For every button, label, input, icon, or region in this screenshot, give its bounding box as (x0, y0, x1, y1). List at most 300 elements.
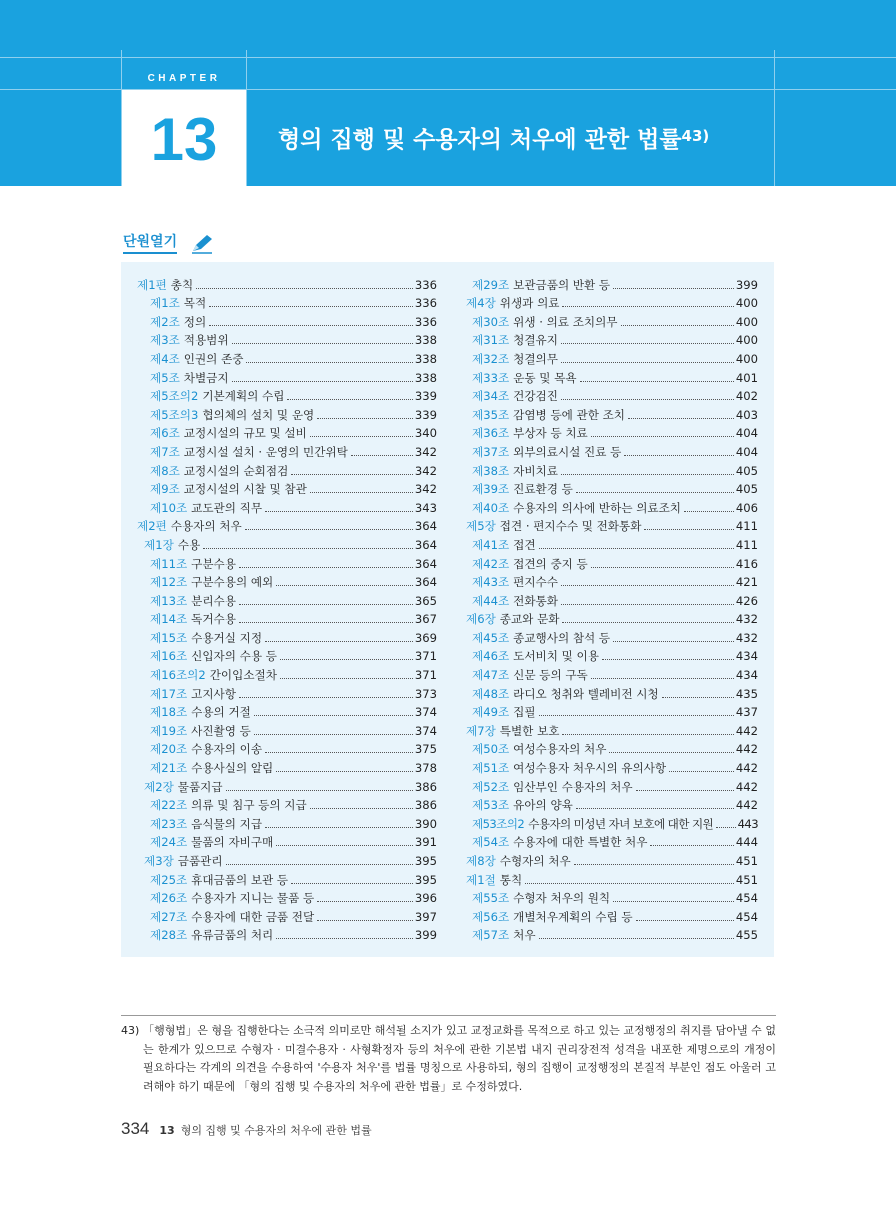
toc-entry-title: 금품관리 (177, 854, 223, 868)
toc-entry-title: 부상자 등 치료 (513, 426, 588, 441)
toc-entry[interactable] (466, 906, 758, 925)
toc-leader-dots (317, 901, 413, 902)
toc-entry-page: 367 (414, 612, 437, 627)
toc-leader-dots (624, 455, 734, 456)
toc-entry[interactable] (466, 609, 758, 628)
toc-entry-title: 접견 · 편지수수 및 전화통화 (499, 519, 642, 534)
page-footer (121, 1119, 372, 1143)
toc-entry[interactable] (466, 441, 758, 460)
toc-leader-dots (613, 288, 734, 289)
toc-entry[interactable] (466, 646, 758, 665)
toc-entry[interactable] (466, 888, 758, 907)
toc-entry-code: 제22조 (150, 798, 188, 813)
toc-entry[interactable] (466, 404, 758, 423)
toc-entry-title: 분리수용 (191, 593, 236, 608)
toc-leader-dots (636, 920, 734, 921)
unit-title: 단원열기 (123, 233, 177, 254)
toc-entry[interactable] (137, 423, 437, 442)
toc-entry-title: 보관금품의 반환 등 (513, 277, 611, 292)
toc-entry-page: 400 (735, 296, 758, 311)
toc-entry-page: 365 (414, 593, 437, 608)
toc-entry-code: 제55조 (472, 891, 510, 906)
toc-entry-code: 제46조 (472, 649, 510, 664)
toc-leader-dots (609, 752, 733, 753)
toc-entry-title: 사진촬영 등 (191, 723, 251, 738)
toc-entry-code: 제6장 (466, 612, 496, 627)
toc-entry-title: 청결의무 (513, 351, 558, 366)
toc-entry-page: 400 (735, 314, 758, 329)
toc-entry-page: 364 (414, 537, 437, 552)
toc-leader-dots (561, 399, 734, 400)
toc-entry[interactable] (466, 516, 758, 535)
toc-entry-title: 수용자에 대한 금품 전달 (191, 909, 315, 924)
toc-entry-title: 휴대금품의 보관 등 (191, 872, 289, 887)
toc-leader-dots (239, 567, 413, 568)
toc-entry-code: 제4장 (466, 296, 496, 311)
toc-entry-page: 338 (414, 351, 437, 366)
toc-leader-dots (291, 883, 413, 884)
toc-entry[interactable] (466, 348, 758, 367)
toc-entry-title: 처우 (513, 928, 536, 943)
toc-entry[interactable] (137, 646, 437, 665)
toc-entry-code: 제6조 (150, 426, 180, 441)
toc-entry[interactable] (466, 627, 758, 646)
toc-entry-page: 432 (735, 612, 758, 627)
toc-entry-page: 411 (735, 519, 758, 534)
toc-entry-code: 제41조 (472, 537, 510, 552)
toc-entry-title: 정의 (183, 314, 207, 329)
toc-entry-page: 399 (735, 277, 758, 292)
toc-leader-dots (310, 492, 413, 493)
toc-leader-dots (716, 827, 735, 828)
toc-entry-code: 제20조 (150, 742, 188, 757)
toc-entry-code: 제52조 (472, 779, 510, 794)
toc-entry-title: 간이입소절차 (209, 668, 277, 683)
toc-entry-code: 제37조 (472, 444, 510, 459)
footnote-ref[interactable]: 43) (681, 127, 710, 145)
toc-entry-code: 제24조 (150, 835, 188, 850)
toc-leader-dots (232, 343, 413, 344)
toc-entry[interactable] (137, 479, 437, 498)
toc-leader-dots (602, 659, 734, 660)
toc-entry[interactable] (137, 906, 437, 925)
toc-entry-code: 제1편 (137, 277, 167, 292)
toc-entry[interactable] (466, 795, 758, 814)
toc-leader-dots (591, 567, 734, 568)
toc-entry-code: 제1장 (144, 537, 174, 552)
toc-entry-page: 444 (735, 835, 758, 850)
toc-entry[interactable] (466, 330, 758, 349)
toc-entry-page: 395 (414, 872, 437, 887)
toc-entry-title: 협의체의 설치 및 운영 (202, 407, 315, 422)
toc-entry[interactable] (466, 274, 758, 293)
toc-leader-dots (562, 306, 733, 307)
toc-entry-page: 340 (414, 426, 437, 441)
footer-chapter-title: 형의 집행 및 수용자의 처우에 관한 법률 (180, 1124, 372, 1137)
footer-chapter-number: 13 (159, 1124, 175, 1137)
toc-entry-title: 교정시설의 시찰 및 참관 (183, 482, 307, 497)
toc-entry[interactable] (137, 460, 437, 479)
toc-entry-page: 395 (414, 854, 437, 868)
toc-leader-dots (226, 790, 413, 791)
toc-leader-dots (613, 641, 734, 642)
toc-entry-code: 제10조 (150, 500, 188, 515)
toc-entry-page: 364 (414, 575, 437, 590)
footnote (121, 1022, 776, 1096)
toc-entry[interactable] (466, 925, 758, 944)
toc-entry[interactable] (137, 813, 437, 832)
toc-entry-page: 390 (414, 816, 437, 831)
toc-entry-code: 제50조 (472, 742, 510, 757)
toc-entry[interactable] (137, 590, 437, 609)
toc-entry[interactable] (466, 423, 758, 442)
chapter-title-text: 형의 집행 및 수용자의 처우에 관한 법률 (278, 127, 682, 153)
toc-leader-dots (669, 771, 734, 772)
toc-entry-title: 유류금품의 처리 (191, 928, 274, 943)
toc-entry-code: 제54조 (472, 835, 510, 850)
toc-entry-title: 건강검진 (513, 389, 558, 404)
toc-entry-title: 음식물의 지급 (191, 816, 263, 831)
toc-entry[interactable] (137, 386, 437, 405)
toc-leader-dots (317, 418, 413, 419)
toc-entry-code: 제30조 (472, 314, 510, 329)
toc-entry-code: 제31조 (472, 333, 510, 348)
toc-leader-dots (254, 715, 413, 716)
toc-leader-dots (561, 585, 734, 586)
toc-entry-title: 수용거실 지정 (191, 630, 263, 645)
toc-entry-title: 목적 (183, 296, 207, 311)
toc-leader-dots (621, 325, 734, 326)
toc-entry-code: 제23조 (150, 816, 188, 831)
toc-entry-code: 제2편 (137, 519, 167, 534)
toc-entry[interactable] (466, 553, 758, 572)
toc-entry[interactable] (137, 293, 437, 312)
toc-entry[interactable] (137, 330, 437, 349)
toc-entry-code: 제5장 (466, 519, 496, 534)
toc-leader-dots (561, 343, 734, 344)
toc-entry[interactable] (466, 702, 758, 721)
toc-entry-title: 접견의 중지 등 (513, 556, 588, 571)
toc-leader-dots (209, 325, 413, 326)
toc-leader-dots (287, 399, 412, 400)
toc-leader-dots (291, 474, 413, 475)
toc-entry[interactable] (137, 795, 437, 814)
toc-entry[interactable] (466, 311, 758, 330)
toc-entry-title: 통칙 (499, 872, 523, 887)
toc-entry-page: 406 (735, 500, 758, 515)
toc-entry[interactable] (466, 497, 758, 516)
toc-leader-dots (276, 938, 413, 939)
toc-entry-title: 신문 등의 구독 (513, 668, 588, 683)
toc-entry[interactable] (466, 683, 758, 702)
toc-entry-code: 제8조 (150, 463, 180, 478)
toc-leader-dots (276, 845, 413, 846)
toc-entry-code: 제18조 (150, 705, 188, 720)
toc-entry-page: 343 (414, 500, 437, 515)
toc-leader-dots (580, 381, 734, 382)
toc-leader-dots (351, 455, 413, 456)
toc-entry-code: 제11조 (150, 556, 188, 571)
toc-entry-title: 독거수용 (191, 612, 236, 627)
toc-entry-page: 421 (735, 575, 758, 590)
toc-entry-title: 수용자의 이송 (191, 742, 263, 757)
toc-entry-title: 도서비치 및 이용 (513, 649, 599, 664)
toc-entry-title: 수형자의 처우 (499, 854, 571, 868)
toc-entry-page: 442 (735, 798, 758, 813)
toc-leader-dots (310, 808, 413, 809)
toc-entry-page: 342 (414, 482, 437, 497)
toc-entry-page: 399 (414, 928, 437, 943)
toc-leader-dots (280, 678, 413, 679)
toc-entry-code: 제4조 (150, 351, 180, 366)
toc-leader-dots (265, 511, 413, 512)
toc-entry-page: 437 (735, 705, 758, 720)
toc-entry[interactable] (137, 534, 437, 553)
toc-entry-page: 451 (735, 872, 758, 887)
toc-entry[interactable] (466, 757, 758, 776)
toc-entry[interactable] (137, 348, 437, 367)
toc-leader-dots (276, 585, 413, 586)
toc-entry-title: 인권의 존중 (183, 351, 244, 366)
chapter-number: 13 (150, 106, 218, 173)
toc-entry-code: 제21조 (150, 761, 188, 776)
toc-leader-dots (280, 659, 413, 660)
toc-entry-code: 제51조 (472, 761, 510, 776)
toc-entry-page: 432 (735, 630, 758, 645)
toc-entry-code: 제36조 (472, 426, 510, 441)
toc-entry[interactable] (137, 702, 437, 721)
toc-entry[interactable] (137, 850, 437, 869)
toc-entry-code: 제29조 (472, 277, 510, 292)
toc-entry-page: 404 (735, 444, 758, 459)
toc-entry-title: 교정시설 설치 · 운영의 민간위탁 (183, 444, 348, 459)
toc-entry[interactable] (137, 683, 437, 702)
toc-entry-page: 336 (414, 296, 437, 311)
chapter-label: CHAPTER (147, 73, 221, 84)
toc-entry[interactable] (137, 925, 437, 944)
toc-entry-page: 416 (735, 556, 758, 571)
toc-entry-code: 제34조 (472, 389, 510, 404)
toc-entry-page: 435 (735, 686, 758, 701)
toc-leader-dots (245, 529, 413, 530)
toc-entry-title: 라디오 청취와 텔레비전 시청 (513, 686, 659, 701)
toc-entry[interactable] (137, 274, 437, 293)
toc-entry[interactable] (137, 497, 437, 516)
toc-entry-page: 386 (414, 779, 437, 794)
toc-entry-page: 401 (735, 370, 758, 385)
toc-entry-page: 442 (735, 779, 758, 794)
toc-entry[interactable] (466, 869, 758, 888)
toc-entry[interactable] (137, 553, 437, 572)
toc-entry-page: 338 (414, 370, 437, 385)
toc-entry-code: 제3장 (144, 854, 174, 868)
toc-entry-title: 구분수용 (191, 556, 236, 571)
toc-entry-page: 396 (414, 891, 437, 906)
toc-entry-code: 제2장 (144, 779, 174, 794)
toc-entry-code: 제13조 (150, 593, 188, 608)
toc-entry-page: 339 (414, 407, 437, 422)
toc-entry-code: 제5조 (150, 370, 180, 385)
toc-entry[interactable] (466, 776, 758, 795)
toc-entry[interactable] (466, 832, 758, 851)
toc-entry-title: 구분수용의 예외 (191, 575, 274, 590)
toc-entry[interactable] (466, 850, 758, 869)
toc-entry[interactable] (137, 311, 437, 330)
toc-entry[interactable] (137, 757, 437, 776)
toc-entry-title: 물품의 자비구매 (191, 835, 274, 850)
toc-entry-page: 373 (414, 686, 437, 701)
toc-entry[interactable] (466, 720, 758, 739)
toc-entry[interactable] (466, 293, 758, 312)
toc-entry[interactable] (137, 869, 437, 888)
toc-entry-page: 442 (735, 723, 758, 738)
toc-entry-page: 442 (735, 761, 758, 776)
toc-entry[interactable] (137, 572, 437, 591)
toc-entry-page: 342 (414, 444, 437, 459)
toc-entry-page: 400 (735, 333, 758, 348)
toc-leader-dots (196, 288, 413, 289)
toc-entry-title: 수용 (177, 537, 201, 552)
toc-entry[interactable] (466, 386, 758, 405)
toc-leader-dots (265, 752, 413, 753)
toc-entry-page: 454 (735, 909, 758, 924)
toc-entry[interactable] (466, 534, 758, 553)
toc-entry-page: 404 (735, 426, 758, 441)
toc-leader-dots (265, 641, 413, 642)
toc-entry-code: 제44조 (472, 593, 510, 608)
toc-leader-dots (576, 808, 734, 809)
toc-entry[interactable] (137, 367, 437, 386)
toc-entry-title: 전화통화 (513, 593, 558, 608)
toc-entry-page: 371 (414, 668, 437, 683)
toc-entry-page: 342 (414, 463, 437, 478)
toc-leader-dots (576, 492, 734, 493)
toc-entry-code: 제7장 (466, 723, 496, 738)
toc-entry-code: 제2조 (150, 314, 180, 329)
toc-entry[interactable] (137, 516, 437, 535)
toc-entry-page: 454 (735, 891, 758, 906)
toc-entry-title: 여성수용자 처우시의 유의사항 (513, 761, 667, 776)
toc-entry[interactable] (137, 664, 437, 683)
toc-entry-page: 336 (414, 277, 437, 292)
toc-entry-code: 제26조 (150, 891, 188, 906)
toc-entry[interactable] (466, 590, 758, 609)
toc-entry-page: 400 (735, 351, 758, 366)
toc-entry-title: 운동 및 목욕 (513, 370, 577, 385)
toc-entry-title: 위생 · 의료 조치의무 (513, 314, 618, 329)
toc-leader-dots (209, 306, 413, 307)
toc-entry[interactable] (466, 367, 758, 386)
toc-entry-title: 수용자에 대한 특별한 처우 (513, 835, 648, 850)
toc-entry-page: 426 (735, 593, 758, 608)
toc-column-right (466, 274, 758, 943)
toc-leader-dots (246, 362, 412, 363)
toc-entry-code: 제45조 (472, 630, 510, 645)
toc-entry-code: 제53조 (472, 798, 510, 813)
toc-entry-title: 집필 (513, 705, 536, 720)
toc-leader-dots (561, 604, 734, 605)
toc-leader-dots (561, 362, 734, 363)
toc-entry[interactable] (137, 888, 437, 907)
toc-entry[interactable] (137, 441, 437, 460)
toc-entry[interactable] (137, 609, 437, 628)
toc-leader-dots (561, 474, 734, 475)
toc-entry-code: 제7조 (150, 444, 180, 459)
toc-entry[interactable] (466, 739, 758, 758)
toc-entry[interactable] (137, 627, 437, 646)
toc-entry-code: 제15조 (150, 630, 188, 645)
toc-entry-page: 374 (414, 723, 437, 738)
toc-entry[interactable] (466, 813, 758, 832)
toc-entry-code: 제42조 (472, 556, 510, 571)
toc-leader-dots (591, 436, 734, 437)
toc-entry-code: 제48조 (472, 686, 510, 701)
toc-entry[interactable] (137, 404, 437, 423)
toc-leader-dots (254, 734, 413, 735)
toc-entry-page: 371 (414, 649, 437, 664)
toc-entry-page: 434 (735, 668, 758, 683)
toc-entry-code: 제9조 (150, 482, 180, 497)
toc-leader-dots (562, 734, 733, 735)
toc-entry-title: 수용자의 의사에 반하는 의료조치 (513, 500, 682, 515)
toc-leader-dots (613, 901, 734, 902)
toc-entry-title: 임산부인 수용자의 처우 (513, 779, 633, 794)
toc-entry-title: 여성수용자의 처우 (513, 742, 607, 757)
toc-entry-title: 고지사항 (191, 686, 236, 701)
toc-entry-title: 교정시설의 순회점검 (183, 463, 289, 478)
toc-leader-dots (562, 622, 733, 623)
toc-entry[interactable] (137, 739, 437, 758)
banner-guide-line (0, 57, 896, 58)
toc-leader-dots (591, 678, 734, 679)
toc-entry-code: 제47조 (472, 668, 510, 683)
toc-entry-title: 청결유지 (513, 333, 558, 348)
toc-entry-page: 369 (414, 630, 437, 645)
toc-entry-code: 제35조 (472, 407, 510, 422)
toc-entry-title: 특별한 보호 (499, 723, 560, 738)
toc-entry-title: 감염병 등에 관한 조치 (513, 407, 626, 422)
banner-guide-line (774, 50, 775, 186)
toc-entry-page: 405 (735, 482, 758, 497)
toc-entry[interactable] (137, 720, 437, 739)
toc-entry-page: 339 (414, 389, 437, 404)
toc-entry[interactable] (466, 572, 758, 591)
toc-entry[interactable] (137, 776, 437, 795)
toc-entry-code: 제25조 (150, 872, 188, 887)
toc-entry-page: 443 (737, 816, 758, 831)
toc-entry-code: 제16조의2 (150, 668, 206, 683)
toc-entry-code: 제5조의2 (150, 389, 199, 404)
toc-leader-dots (239, 622, 413, 623)
toc-entry-code: 제43조 (472, 575, 510, 590)
toc-entry[interactable] (466, 479, 758, 498)
toc-leader-dots (650, 845, 733, 846)
toc-entry[interactable] (466, 460, 758, 479)
toc-entry-title: 수용의 거절 (191, 705, 251, 720)
footnote-divider (121, 1015, 776, 1016)
toc-entry-code: 제27조 (150, 909, 188, 924)
toc-leader-dots (539, 715, 734, 716)
toc-entry-page: 375 (414, 742, 437, 757)
toc-entry-page: 336 (414, 314, 437, 329)
toc-entry[interactable] (466, 664, 758, 683)
toc-entry-title: 기본계획의 수립 (202, 389, 285, 404)
toc-entry-title: 의류 및 침구 등의 지급 (191, 798, 307, 813)
toc-entry-page: 397 (414, 909, 437, 924)
toc-entry-title: 외부의료시설 진료 등 (513, 444, 622, 459)
toc-entry-page: 386 (414, 798, 437, 813)
toc-entry[interactable] (137, 832, 437, 851)
